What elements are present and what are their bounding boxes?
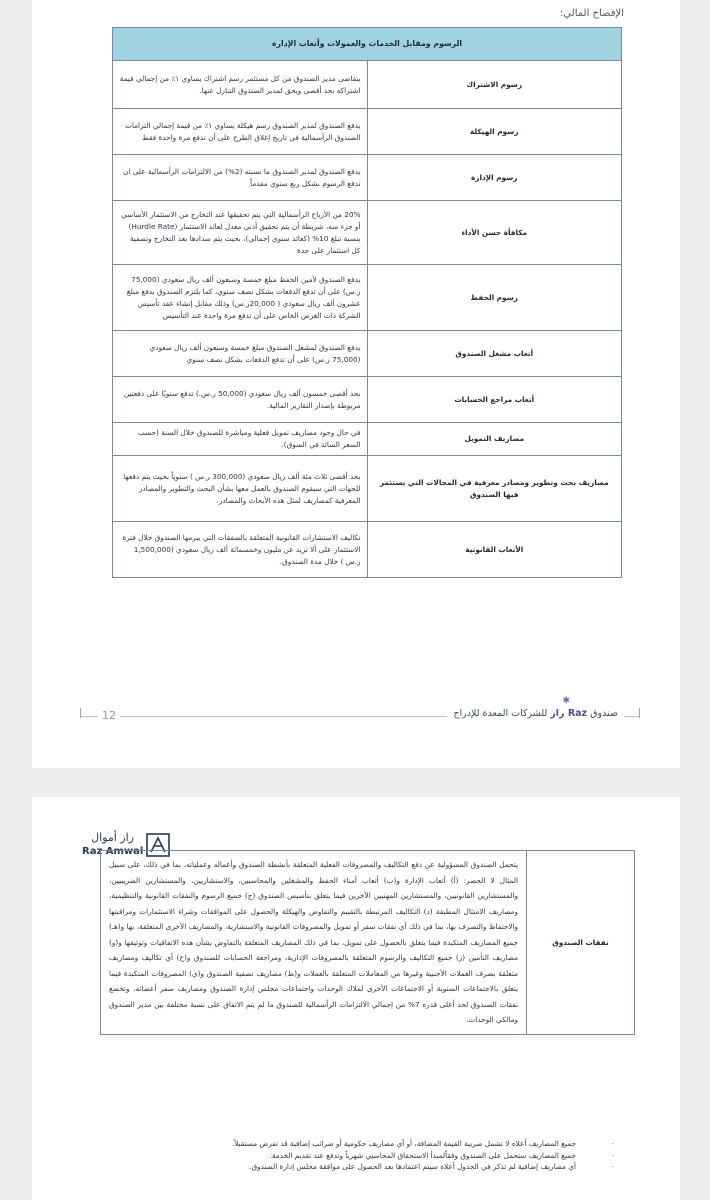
row-description: 20% من الأرباح الرأسمالية التي يتم تحقيقها عند التخارج من الاستثمار الأساسي أو جزء منه، شريطة أن يتم تحقيق أدنى معدل لعائد الاستثمار (Hurdle Rate) بنسبة تبلغ 10% (كعائد سنوي إجمالي)، بحيث يتم سدادها بعد التخارج وتصفية كل استثمار على حدة — [113, 201, 368, 265]
list-item: - جميع المصاريف ستحمل على الصندوق وفقاًلمبدأ الاستحقاق المحاسبي شهرياً وتدفع عند تقديم الخدمة. — [269, 1150, 614, 1160]
logo-english-text: Raz Amwal — [82, 846, 144, 857]
table-row — [113, 265, 622, 331]
table-row — [113, 522, 622, 578]
table-row — [101, 851, 635, 1035]
row-label: أتعاب مشغل الصندوق — [367, 331, 622, 377]
notes-list — [120, 1138, 614, 1173]
row-description: يدفع الصندوق لأمين الحفظ مبلغ خمسة وسبعون ألف ريال سعودي (75,000 ر.س) على أن تدفع الدفعات بشكل نصف سنوي، كما يلتزم الصندوق بدفع مبلغ عشرون ألف ريال سعودي ( 20,000ر.س) وذلك مقابل إنشاء عقد تأسيس الشركة ذات الغرض الخاص على أن تدفع مرة واحدة عند التأسيس — [113, 265, 368, 331]
footer-brand-prefix: صندوق — [590, 708, 618, 719]
table-row — [113, 331, 622, 377]
row-description: بحد أقصى خمسون ألف ريال سعودي (50,000 ر.س.) تدفع سنويًا على دفعتين مربوطة بإصدار التقارير المالية. — [113, 377, 368, 423]
row-description: يتحمل الصندوق المسؤولية عن دفع التكاليف والمصروفات الفعلية المتعلقة بأنشطة الصندوق وأعماله وعملياته، بما في ذلك، على سبيل المثال لا الحصر: (أ) أتعاب الإدارة و(ب) أتعاب أمناء الحفظ والمشغلين والمحاسبين، والاستشاريين، والمستشارين الضريبيين، والمستشارين القانونيين، والمستشارين المهنيين الآخرين فيما يتعلق بتأسيس الصندوق (ج) جميع الرسوم والنفقات القانونية والتنظيمية، ومصاريف الامتثال المطبقة (د) التكاليف المرتبطة بالتقييم والتفاوض والهيكلة والحصول على الموافقات وشراء الاستثمارات ومراقبتها والاحتفاظ والتصرف بها، بما في ذلك أي نفقات سفر أو تمويل والمصروفات القانونية والاستشارية، والمصاريف الأخرى المتعلقة، بها و(هـ) جميع المصاريف المتكبدة فيما يتعلق بالحصول على تمويل، بما في ذلك المصاريف المتعلقة بالتفاوض بشأن هذه الاتفاقيات وتوثيقها و(و) مصاريف التأمين (ز) جميع التكاليف والرسوم المتعلقة بالمصروفات الإدارية، ومراجعة الحسابات للصندوق و(ح) أي تكاليف ومصاريف متعلقة بصرف العملات الأجنبية وغيرها من المعاملات المتعلقة بالعملات و(ط) مصاريف تصفية الصندوق و(ي) المصروفات المتكبدة فيما يتعلق بالاجتماعات السنوية أو الاجتماعات الأخرى لملاك الوحدات واجتماعات مجلس إدارة الصندوق ومصاريف سفر أعضائه، وتخضع نفقات الصندوق لحد أعلى قدره 7% من إجمالي الالتزامات الرأسمالية للصندوق ما لم يتم الاتفاق على نسبة مختلفة بين مدير الصندوق ومالكي الوحدات. — [101, 851, 527, 1035]
fees-table-header: الرسوم ومقابل الخدمات والعمولات وأتعاب الإدارة — [113, 28, 622, 61]
footer-right-tick — [639, 708, 640, 718]
row-label: مكافأة حسن الأداء — [367, 201, 622, 265]
fund-expenses-table — [100, 850, 635, 1035]
row-label: رسوم الإدارة — [367, 155, 622, 201]
row-description: في حال وجود مصاريف تمويل فعلية ومباشرة للصندوق خلال السنة (حسب السعر السائد في السوق). — [113, 423, 368, 456]
row-description: يدفع الصندوق لمدير الصندوق رسم هيكلة يساوي ١٪ من قيمة إجمالي التزامات الصندوق الرأسمالية في تاريخ إغلاق الطرح على أن تدفع مرة واحدة فقط — [113, 109, 368, 155]
footer-brand — [447, 708, 624, 719]
document-page-13 — [32, 797, 680, 1200]
table-row — [113, 201, 622, 265]
row-description: يدفع الصندوق لمدير الصندوق ما نسبته (2%) من الالتزامات الرأسمالية على ان تدفع الرسوم بشكل ربع سنوي مقدماً — [113, 155, 368, 201]
footer-brand-name: Raz راز — [550, 708, 588, 719]
note-text: أي مصاريف إضافية لم تذكر في الجدول أعلاه سيتم اعتمادها بعد الحصول على موافقة مجلس إدارة الصندوق. — [249, 1162, 576, 1171]
row-description: يدفع الصندوق لمشغل الصندوق مبلغ خمسة وسبعون ألف ريال سعودي (75,000 ر.س) على أن تدفع الدفعات بشكل نصف سنوي — [113, 331, 368, 377]
list-item: - أي مصاريف إضافية لم تذكر في الجدول أعلاه سيتم اعتمادها بعد الحصول على موافقة مجلس إدارة الصندوق. — [249, 1162, 614, 1171]
logo-arabic-text: راز أموال — [91, 831, 134, 844]
table-row — [113, 155, 622, 201]
footer-left-tick — [80, 708, 81, 718]
row-label: مصاريف بحث وتطوير ومصادر معرفية في المجالات التي يستثمر فيها الصندوق — [367, 456, 622, 522]
page-number: 12 — [98, 709, 120, 722]
row-label: أتعاب مراجع الحسابات — [367, 377, 622, 423]
fees-table — [112, 27, 622, 578]
row-label: رسوم الحفظ — [367, 265, 622, 331]
row-label: مصاريف التمويل — [367, 423, 622, 456]
row-label: رسوم الاشتراك — [367, 61, 622, 109]
row-description: بحد أقصى ثلاث مئة ألف ريال سعودي (300,000 ر.س ) سنوياً بحيث يتم دفعها للجهات التي سيقوم الصندوق بالعمل معها بشأن البحث والتطوير والمصادر المعرفية كمصاريف لمثل هذه الأبحاث والمصادر. — [113, 456, 368, 522]
financial-disclosure-label: الإفصاح المالي: — [559, 8, 624, 19]
list-item: - جميع المصاريف أعلاه لا تشمل ضريبة القيمة المضافة، أو أي مصاريف حكومية أو ضرائب إضافية قد تفرض مستقبلاً. — [231, 1139, 614, 1148]
star-icon: ✱ — [562, 696, 570, 706]
row-description: تكاليف الاستشارات القانونية المتعلقة بالصفقات التي يبرمها الصندوق خلال فترة الاستثمار على ألا تزيد عن مليون وخمسمائة ألف ريال سعودي (1,500,000 ر.س ) خلال مدة الصندوق. — [113, 522, 368, 578]
table-row — [113, 109, 622, 155]
table-row — [113, 61, 622, 109]
row-label: نفقات الصندوق — [527, 851, 635, 1035]
footer-brand-suffix: للشركات المعدة للإدراج — [453, 708, 548, 719]
note-text: جميع المصاريف ستحمل على الصندوق وفقاًلمبدأ الاستحقاق المحاسبي شهرياً وتدفع عند تقديم الخدمة. — [269, 1150, 576, 1160]
row-description: يتقاضى مدير الصندوق من كل مستثمر رسم اشتراك يساوي ١٪ من إجمالي قيمة اشتراكه بحد أقصى ويحق لمدير الصندوق التنازل عنها. — [113, 61, 368, 109]
row-label: الأتعاب القانونية — [367, 522, 622, 578]
row-label: رسوم الهيكلة — [367, 109, 622, 155]
table-row — [113, 456, 622, 522]
document-page-12 — [32, 0, 680, 768]
note-text: جميع المصاريف أعلاه لا تشمل ضريبة القيمة المضافة، أو أي مصاريف حكومية أو ضرائب إضافية قد تفرض مستقبلاً. — [231, 1139, 576, 1148]
table-row — [113, 377, 622, 423]
table-row — [113, 423, 622, 456]
